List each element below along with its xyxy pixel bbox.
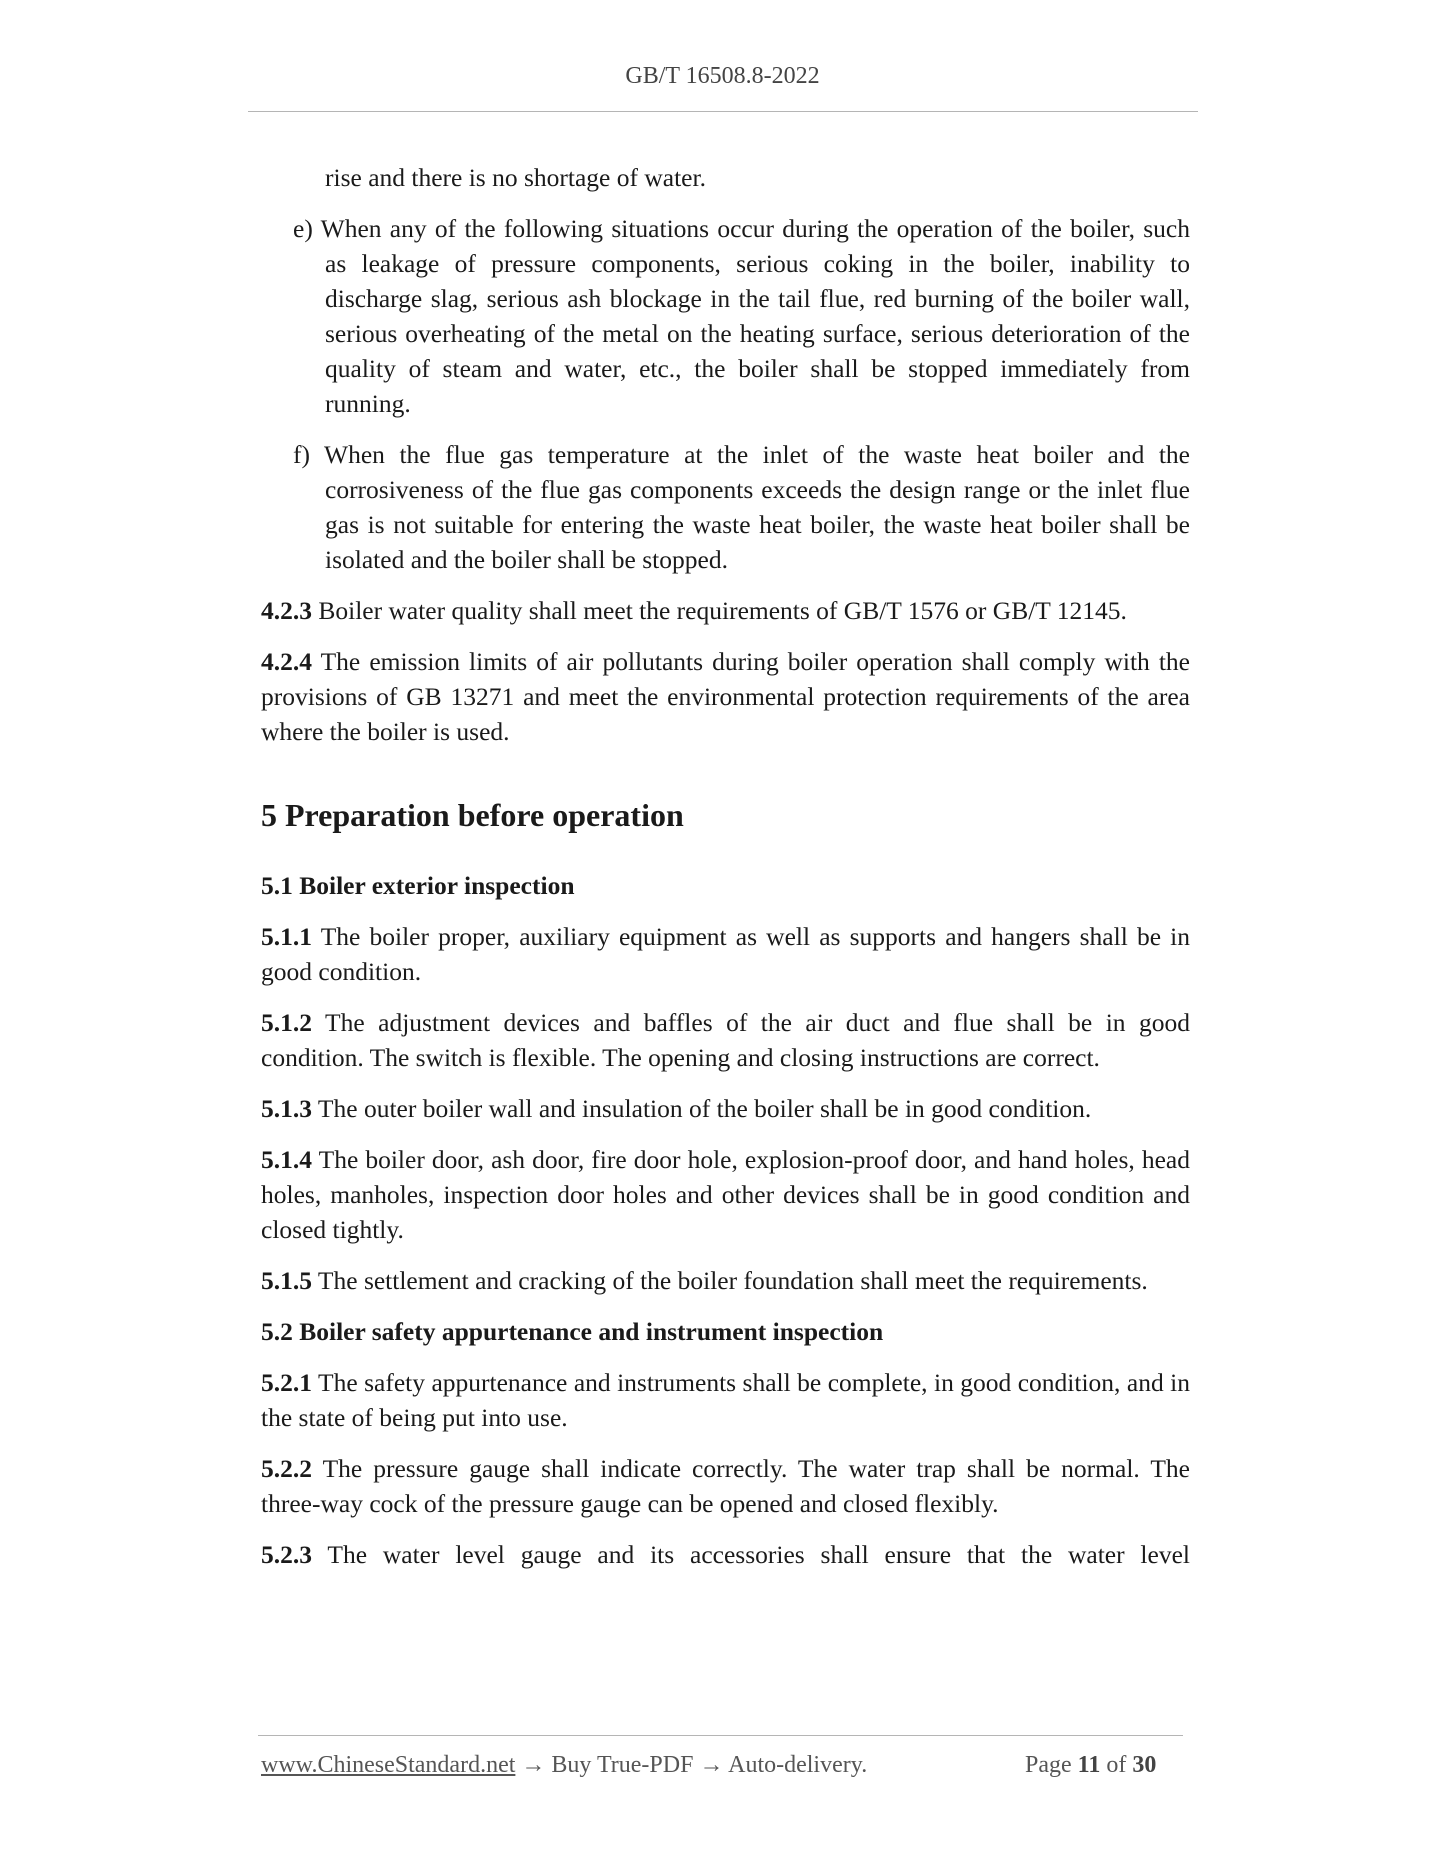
section-5-1-heading: 5.1 Boiler exterior inspection: [261, 871, 575, 900]
clause-text: Boiler water quality shall meet the requirements of GB/T 1576 or GB/T 12145.: [318, 596, 1127, 625]
clause-text: The boiler door, ash door, fire door hole, explosion-proof door, and hand holes, head holes, manholes, inspection door holes and other devices shall be in good condition and closed tightly.: [261, 1145, 1191, 1244]
clause-text: The emission limits of air pollutants during boiler operation shall comply with the provisions of GB 13271 and meet the environmental protection requirements of the area where the boiler is used.: [261, 647, 1190, 746]
list-item-e: e) When any of the following situations occur during the operation of the boiler, such as leakage of pressure components, serious coking in the boiler, inability to discharge slag, serious ash blockage in the tail flue, red burning of the boiler wall, serious overheating of the metal on the heating surface, serious deterioration of the quality of steam and water, etc., the boiler shall be stopped immediately from running.: [293, 214, 1190, 418]
clause-5-1-2: [261, 1005, 1190, 1075]
clause-5-1-3: [261, 1091, 1190, 1126]
clause-text: The boiler proper, auxiliary equipment as well as supports and hangers shall be in good condition.: [261, 922, 1191, 986]
clause-number: 4.2.4: [261, 647, 312, 676]
clause-5-2-2: [261, 1451, 1190, 1521]
website-link[interactable]: www.ChineseStandard.net: [261, 1752, 516, 1778]
section-5-heading: 5 Preparation before operation: [261, 797, 684, 833]
clause-5-2-3: [261, 1537, 1190, 1572]
page-body: [261, 160, 1190, 1572]
clause-number: 5.1.2: [261, 1008, 312, 1037]
clause-number: 5.2.3: [261, 1540, 312, 1569]
clause-text: The water level gauge and its accessories shall ensure that the water level: [327, 1540, 1190, 1569]
clause-number: 5.2.2: [261, 1454, 312, 1483]
header-divider: [248, 111, 1198, 112]
clause-text: The outer boiler wall and insulation of the boiler shall be in good condition.: [317, 1094, 1092, 1123]
clause-4-2-3: [261, 593, 1190, 628]
footer-promo: [261, 1752, 867, 1779]
clause-number: 5.1.4: [261, 1145, 312, 1174]
clause-5-2-1: [261, 1365, 1190, 1435]
clause-5-1-5: [261, 1263, 1190, 1298]
clause-5-1-4: [261, 1142, 1190, 1247]
current-page-number: 11: [1077, 1752, 1101, 1778]
clause-4-2-4: [261, 644, 1190, 749]
page-label: Page: [1025, 1752, 1072, 1778]
footer-divider: [258, 1735, 1183, 1736]
clause-5-1-1: [261, 919, 1190, 989]
list-item-f: f) When the flue gas temperature at the inlet of the waste heat boiler and the corrosiveness of the flue gas components exceeds the design range or the inlet flue gas is not suitable for entering the waste heat boiler, the waste heat boiler shall be isolated and the boiler shall be stopped.: [293, 440, 1190, 574]
clause-number: 5.1.5: [261, 1266, 312, 1295]
section-5-2-heading: 5.2 Boiler safety appurtenance and instrument inspection: [261, 1317, 884, 1346]
clause-text: The settlement and cracking of the boiler foundation shall meet the requirements.: [317, 1266, 1148, 1295]
total-pages: 30: [1132, 1752, 1157, 1778]
footer-tagline: → Buy True-PDF → Auto-delivery.: [515, 1752, 868, 1778]
page-indicator: [1025, 1752, 1156, 1779]
clause-number: 5.2.1: [261, 1368, 312, 1397]
clause-number: 4.2.3: [261, 596, 312, 625]
clause-text: The safety appurtenance and instruments shall be complete, in good condition, and in the state of being put into use.: [261, 1368, 1190, 1432]
clause-text: The pressure gauge shall indicate correctly. The water trap shall be normal. The three-way cock of the pressure gauge can be opened and closed flexibly.: [261, 1454, 1190, 1518]
clause-number: 5.1.3: [261, 1094, 312, 1123]
of-label: of: [1106, 1752, 1127, 1778]
continued-text: rise and there is no shortage of water.: [325, 163, 706, 192]
clause-text: The adjustment devices and baffles of the air duct and flue shall be in good condition. The switch is flexible. The opening and closing instructions are correct.: [261, 1008, 1190, 1072]
document-code: GB/T 16508.8-2022: [625, 63, 820, 89]
clause-number: 5.1.1: [261, 922, 312, 951]
